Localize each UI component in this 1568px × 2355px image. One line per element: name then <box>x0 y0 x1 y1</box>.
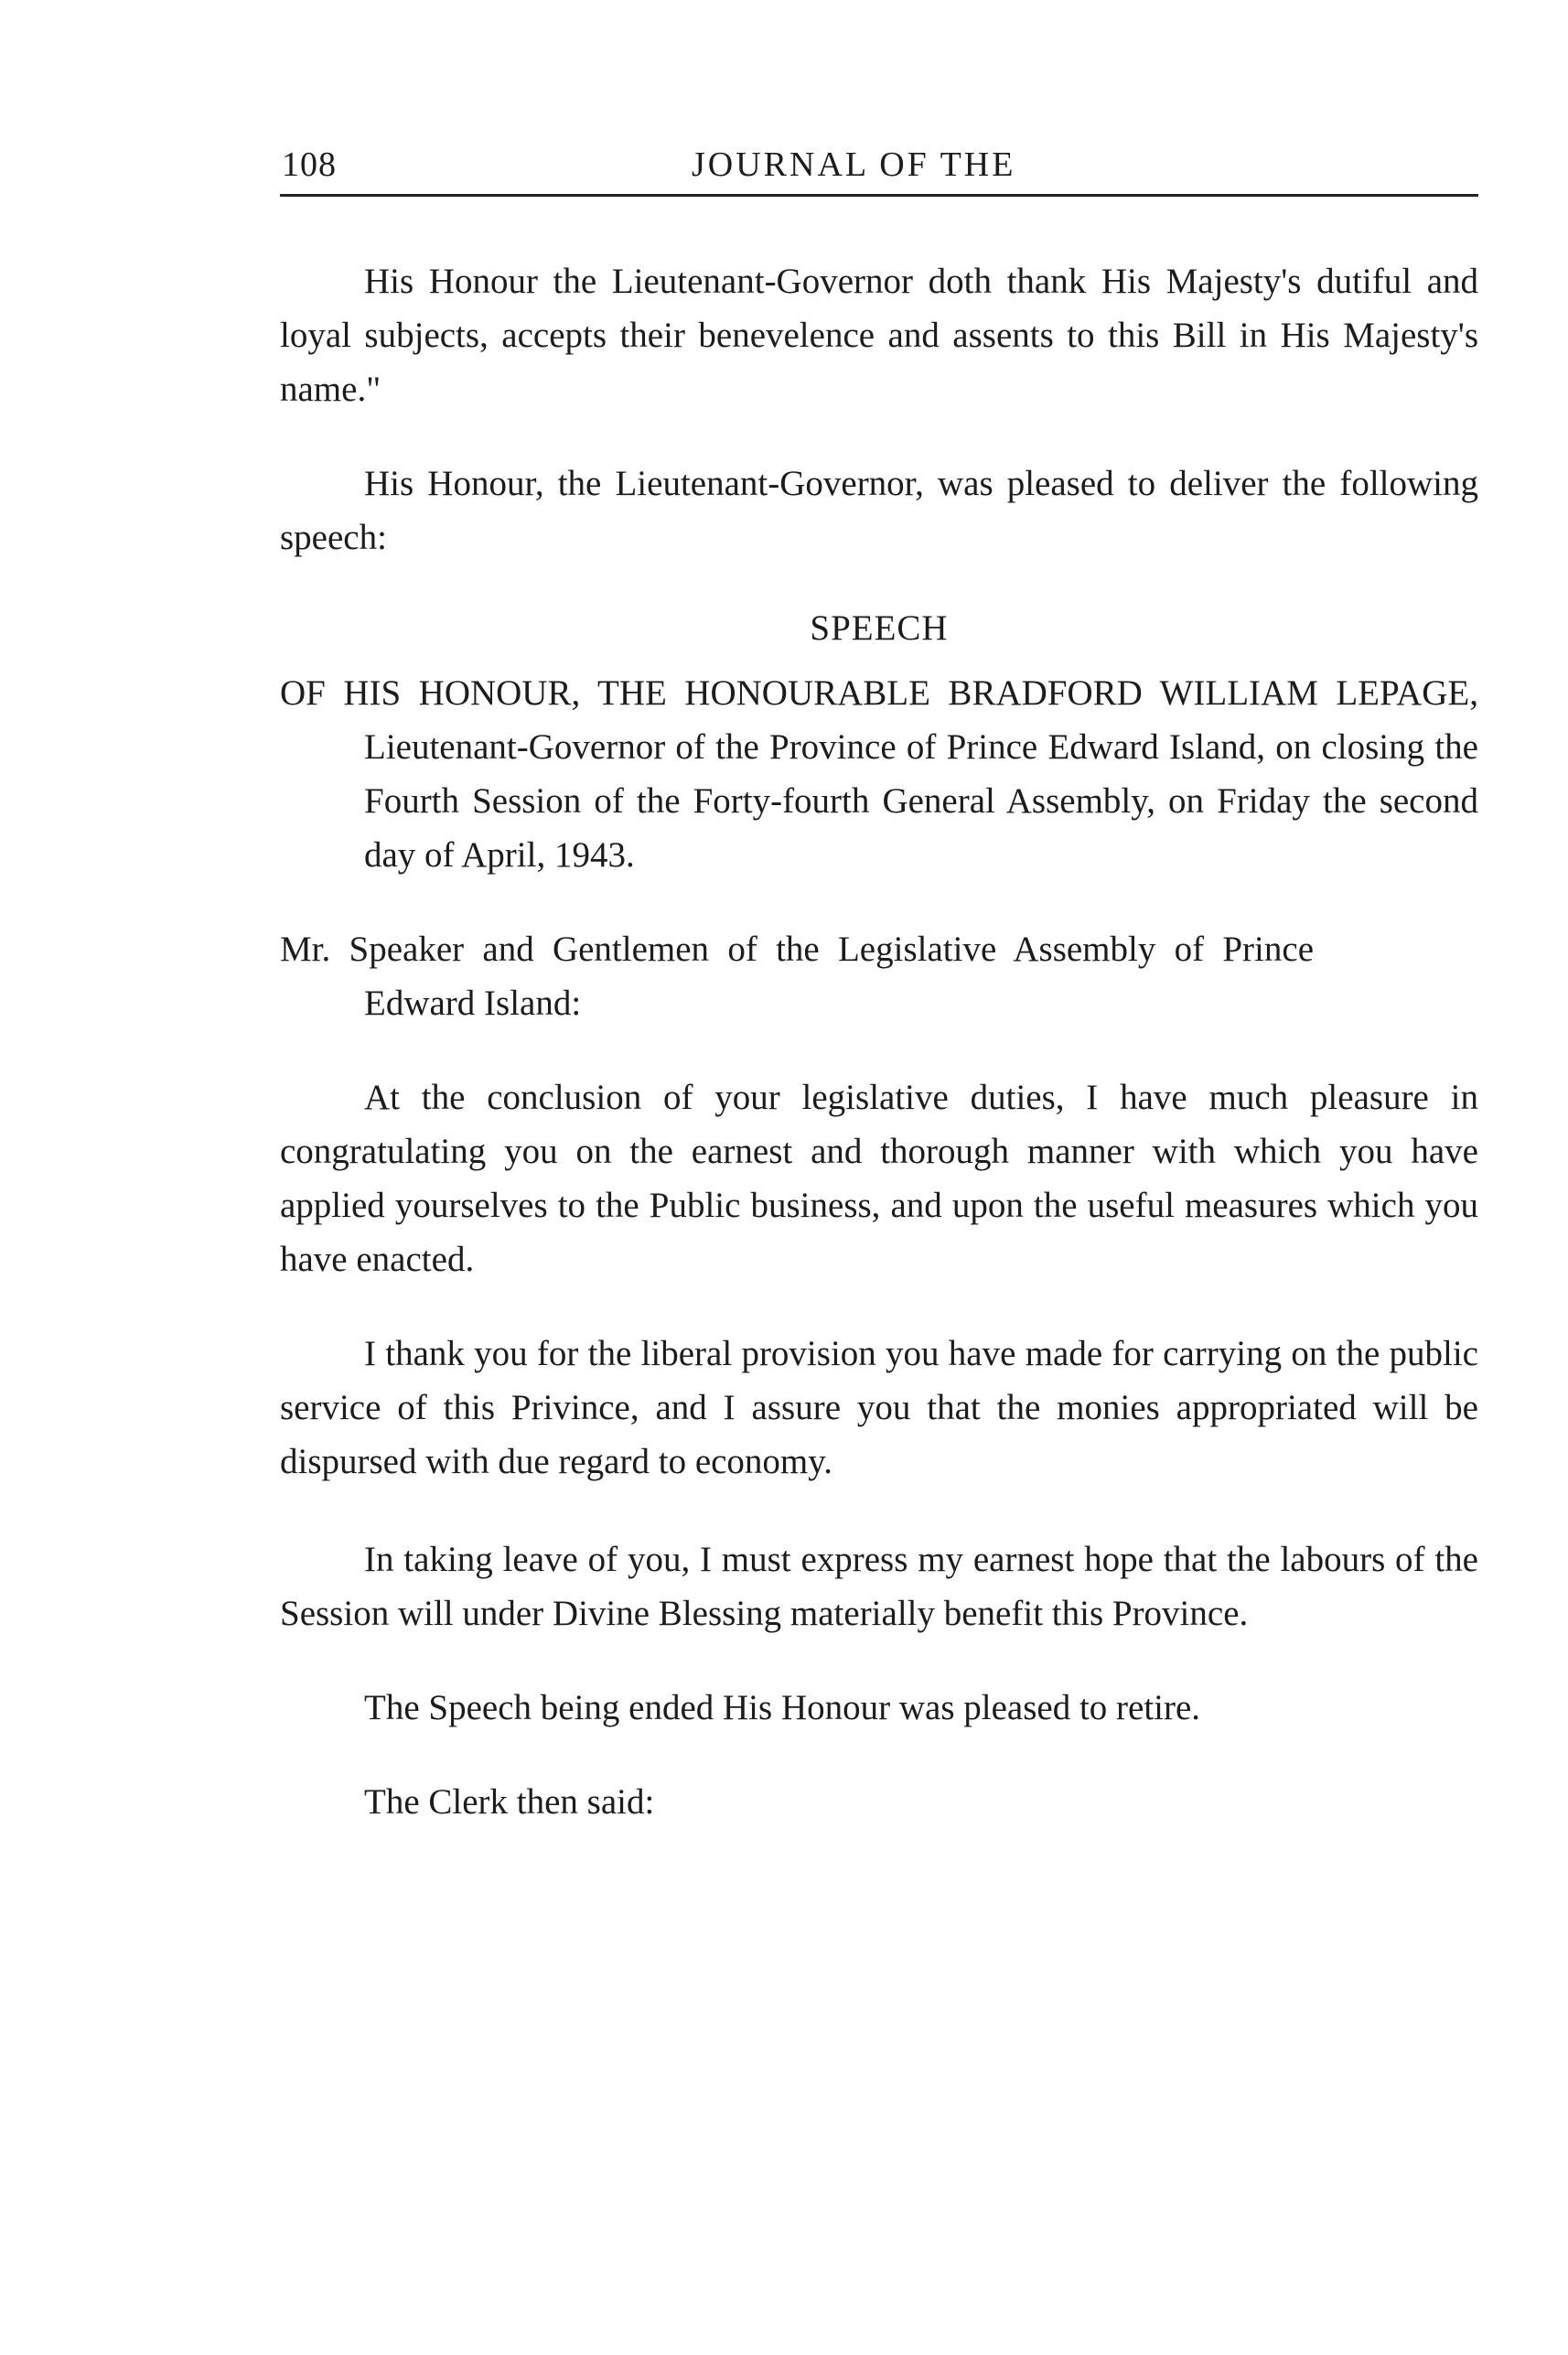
paragraph-leave: In taking leave of you, I must express my earnest hope that the labours of the Session will under Divine Blessing materially benefit this Province. <box>280 1540 1478 1633</box>
page-header <box>280 145 1478 199</box>
paragraph-conclusion: At the conclusion of your legislative duties, I have much pleasure in congratulating you on the earnest and thorough manner with which you have applied yourselves to the Public business, and upon the useful measures which you have enacted. <box>280 1078 1478 1279</box>
body-text <box>280 254 1478 1829</box>
paragraph-speech-intro: His Honour, the Lieutenant-Governor, was pleased to deliver the following speech: <box>280 464 1478 557</box>
speech-title: OF HIS HONOUR, THE HONOURABLE BRADFORD WILLIAM LEPAGE, Lieutenant-Governor of the Province of Prince Edward Island, on closing the Fourth Session of the Forty-fourth General Assembly, on Friday the second day of April, 1943. <box>280 673 1478 875</box>
running-head: JOURNAL OF THE <box>692 145 1016 184</box>
speech-heading: SPEECH <box>810 608 949 648</box>
paragraph-provision: I thank you for the liberal provision you have made for carrying on the public service of this Privince, and I assure you that the monies appropriated will be dispursed with due regard to economy. <box>280 1334 1478 1481</box>
paragraph-clerk: The Clerk then said: <box>364 1782 655 1822</box>
paragraph-assent: His Honour the Lieutenant-Governor doth thank His Majesty's dutiful and loyal subjects, accepts their benevelence and assents to this Bill in His Majesty's name." <box>280 262 1478 409</box>
paragraph-speech-ended: The Speech being ended His Honour was pleased to retire. <box>364 1688 1201 1727</box>
page-number: 108 <box>282 145 337 184</box>
salutation: Mr. Speaker and Gentlemen of the Legislative Assembly of Prince Edward Island: <box>280 930 1314 1023</box>
header-rule <box>280 194 1478 197</box>
